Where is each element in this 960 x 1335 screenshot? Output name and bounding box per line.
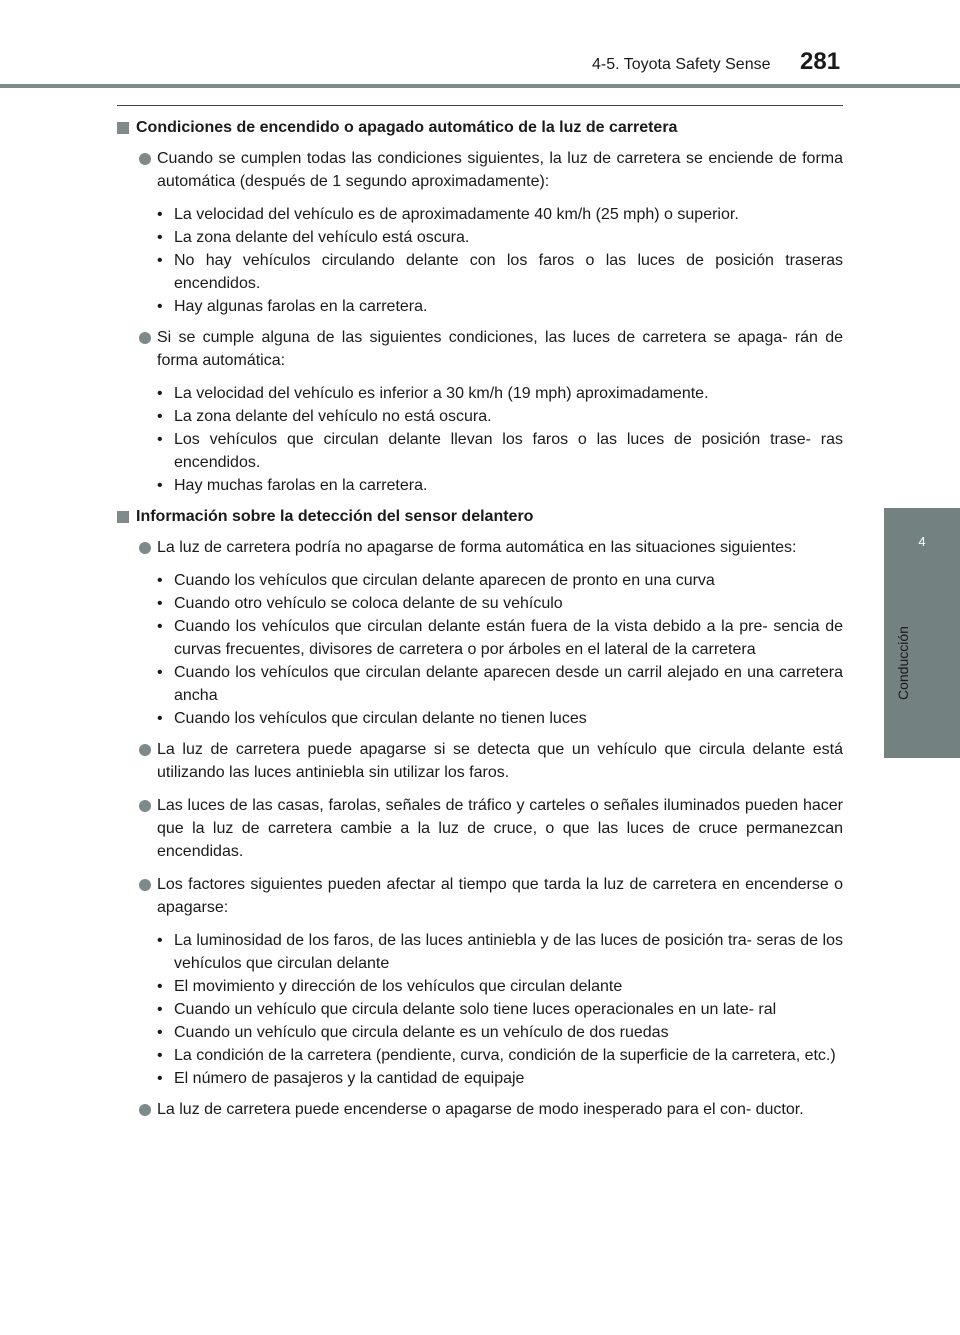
sub-list-item: • Cuando los vehículos que circulan delante no tienen luces bbox=[117, 707, 843, 730]
list-item bbox=[117, 326, 843, 372]
sub-list-item: • Cuando un vehículo que circula delante solo tiene luces operacionales en un late- ral bbox=[117, 998, 843, 1021]
sub-list-item: • Hay muchas farolas en la carretera. bbox=[117, 474, 843, 497]
square-bullet-icon bbox=[117, 122, 129, 134]
list-item-text: Si se cumple alguna de las siguientes condiciones, las luces de carretera se apaga- rán de forma automática: bbox=[157, 329, 843, 369]
sub-list-item: • Hay algunas farolas en la carretera. bbox=[117, 295, 843, 318]
circle-bullet-icon bbox=[139, 332, 151, 344]
circle-bullet-icon bbox=[139, 800, 151, 812]
list-item bbox=[117, 873, 843, 919]
circle-bullet-icon bbox=[139, 744, 151, 756]
sub-list-item: • La condición de la carretera (pendiente, curva, condición de la superficie de la carretera, etc.) bbox=[117, 1044, 843, 1067]
sub-list bbox=[117, 382, 843, 497]
list-item-text: La luz de carretera podría no apagarse de forma automática en las situaciones siguientes: bbox=[157, 539, 797, 556]
list-item-text: Los factores siguientes pueden afectar al tiempo que tarda la luz de carretera en encenderse o apagarse: bbox=[157, 876, 843, 916]
section-heading-text: Condiciones de encendido o apagado automático de la luz de carretera bbox=[136, 119, 678, 136]
section-heading bbox=[117, 116, 843, 139]
sub-list-item: • Cuando los vehículos que circulan delante están fuera de la vista debido a la pre- sencia de curvas frecuentes, divisores de carretera o por árboles en el lateral de la carretera bbox=[117, 615, 843, 661]
page-number: 281 bbox=[800, 48, 841, 75]
sub-list-item: • La zona delante del vehículo no está oscura. bbox=[117, 405, 843, 428]
list-item bbox=[117, 536, 843, 559]
sub-list-item: • El número de pasajeros y la cantidad de equipaje bbox=[117, 1067, 843, 1090]
sub-list-item: • El movimiento y dirección de los vehículos que circulan delante bbox=[117, 975, 843, 998]
sub-list bbox=[117, 203, 843, 318]
square-bullet-icon bbox=[117, 511, 129, 523]
list-item-text: Las luces de las casas, farolas, señales de tráfico y carteles o señales iluminados pueden hacer que la luz de carretera cambie a la luz de cruce, o que las luces de cruce permanezcan encendidas. bbox=[157, 797, 843, 860]
sub-list-item: • Cuando otro vehículo se coloca delante de su vehículo bbox=[117, 592, 843, 615]
sub-list-item: • La zona delante del vehículo está oscura. bbox=[117, 226, 843, 249]
circle-bullet-icon bbox=[139, 542, 151, 554]
circle-bullet-icon bbox=[139, 1104, 151, 1116]
list-item bbox=[117, 794, 843, 863]
list-item bbox=[117, 147, 843, 193]
sub-list-item: • Cuando los vehículos que circulan delante aparecen desde un carril alejado en una carretera ancha bbox=[117, 661, 843, 707]
header-rule bbox=[117, 105, 843, 106]
sub-list-item: • La velocidad del vehículo es de aproximadamente 40 km/h (25 mph) o superior. bbox=[117, 203, 843, 226]
circle-bullet-icon bbox=[139, 879, 151, 891]
list-item-text: La luz de carretera puede encenderse o apagarse de modo inesperado para el con- ductor. bbox=[157, 1101, 804, 1118]
section-title: 4-5. Toyota Safety Sense bbox=[592, 56, 771, 73]
list-item bbox=[117, 738, 843, 784]
sub-list-item: • La luminosidad de los faros, de las luces antiniebla y de las luces de posición tra- seras de los vehículos que circulan delante bbox=[117, 929, 843, 975]
circle-bullet-icon bbox=[139, 153, 151, 165]
header-bar bbox=[0, 84, 960, 88]
sub-list-item: • Los vehículos que circulan delante llevan los faros o las luces de posición trase- ras encendidos. bbox=[117, 428, 843, 474]
sub-list bbox=[117, 569, 843, 730]
list-item-text: Cuando se cumplen todas las condiciones siguientes, la luz de carretera se enciende de forma automática (después de 1 segundo aproximadamente): bbox=[157, 150, 843, 190]
list-item-text: La luz de carretera puede apagarse si se detecta que un vehículo que circula delante está utilizando las luces antiniebla sin utilizar los faros. bbox=[157, 741, 843, 781]
list-item bbox=[117, 1098, 843, 1121]
chapter-label: Conducción bbox=[895, 626, 911, 700]
sub-list-item: • Cuando los vehículos que circulan delante aparecen de pronto en una curva bbox=[117, 569, 843, 592]
section-heading bbox=[117, 505, 843, 528]
sub-list bbox=[117, 929, 843, 1090]
section-heading-text: Información sobre la detección del sensor delantero bbox=[136, 508, 534, 525]
chapter-number: 4 bbox=[918, 534, 926, 549]
page-content bbox=[117, 116, 843, 1131]
sub-list-item: • Cuando un vehículo que circula delante es un vehículo de dos ruedas bbox=[117, 1021, 843, 1044]
sub-list-item: • La velocidad del vehículo es inferior a 30 km/h (19 mph) aproximadamente. bbox=[117, 382, 843, 405]
sub-list-item: • No hay vehículos circulando delante con los faros o las luces de posición traseras encendidos. bbox=[117, 249, 843, 295]
